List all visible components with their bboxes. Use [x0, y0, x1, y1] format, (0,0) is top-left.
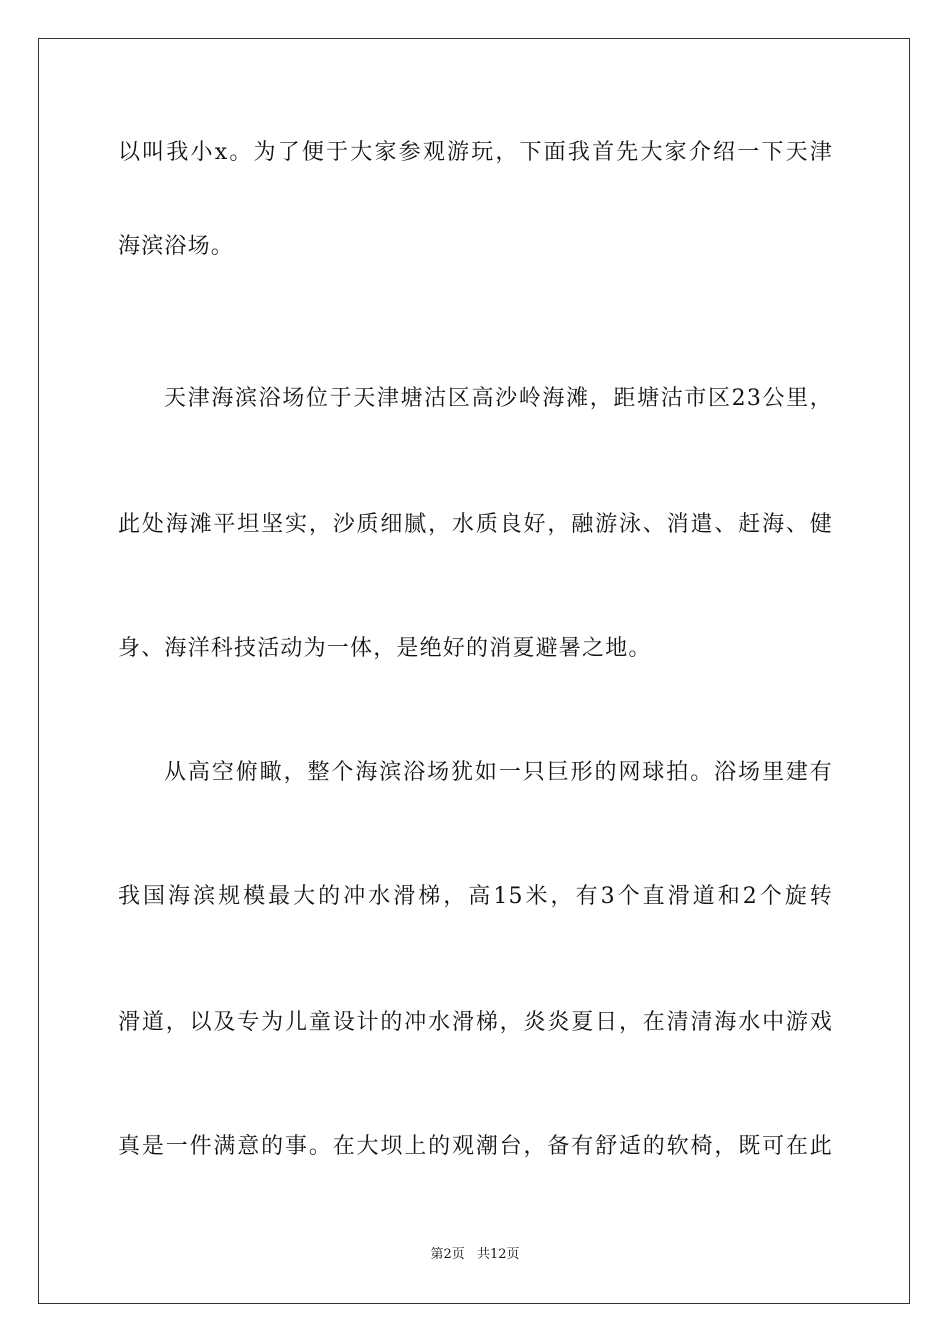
page-total: 共12页: [476, 1247, 520, 1262]
page-footer: [0, 1247, 950, 1263]
text-line: 海滨浴场。: [118, 234, 235, 259]
text-line: 以叫我小x。为了便于大家参观游玩，下面我首先大家介绍一下天津: [118, 140, 833, 165]
text-line: 我国海滨规模最大的冲水滑梯，高15米，有3个直滑道和2个旋转: [118, 884, 833, 909]
text-line: 此处海滩平坦坚实，沙质细腻，水质良好，融游泳、消遣、赶海、健: [118, 512, 833, 537]
page-number: 第2页: [430, 1247, 465, 1262]
paragraph-start-line: 天津海滨浴场位于天津塘沽区高沙岭海滩，距塘沽市区23公里，: [164, 386, 833, 411]
paragraph-start-line: 从高空俯瞰，整个海滨浴场犹如一只巨形的网球拍。浴场里建有: [164, 760, 833, 785]
page-border: [38, 38, 910, 1304]
text-line: 滑道，以及专为儿童设计的冲水滑梯，炎炎夏日，在清清海水中游戏: [118, 1010, 833, 1035]
text-line: 真是一件满意的事。在大坝上的观潮台，备有舒适的软椅，既可在此: [118, 1134, 833, 1159]
text-line: 身、海洋科技活动为一体，是绝好的消夏避暑之地。: [118, 636, 652, 661]
